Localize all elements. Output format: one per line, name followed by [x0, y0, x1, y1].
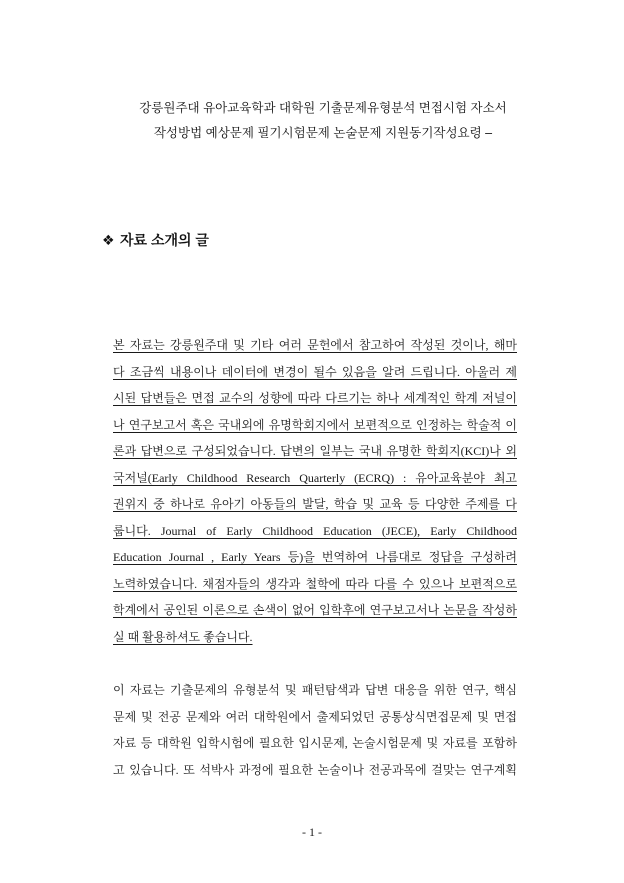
paragraph-line: 학계에서 공인된 이론으로 손색이 없어 입학후에 연구보고서나 논문을 작성하: [113, 603, 517, 617]
page-number: - 1 -: [302, 825, 322, 839]
paragraph-line: 권위지 중 하나로 유아기 아동들의 발달, 학습 및 교육 등 다양한 주제를 다: [113, 497, 517, 511]
paragraph-line: 룹니다. Journal of Early Childhood Education (JECE), Early Childhood: [113, 523, 517, 538]
title-line-2: 작성방법 예상문제 필기시험문제 논술문제 지원동기작성요령 –: [153, 126, 493, 140]
body-paragraph: [113, 677, 517, 783]
paragraph-line: 나 연구보고서 혹은 국내외에 유명학회지에서 보편적으로 인정하는 학술적 이: [113, 417, 517, 432]
paragraph-line: 고 있습니다. 또 석박사 과정에 필요한 논술이나 전공과목에 걸맞는 연구계획: [113, 762, 517, 777]
paragraph-line: 실 때 활용하셔도 좋습니다.: [113, 629, 253, 644]
intro-paragraph: [113, 332, 517, 650]
paragraph-line: 국저널(Early Childhood Research Quarterly (ECRQ) : 유아교육분야 최고: [113, 470, 517, 485]
document-title: [113, 96, 533, 146]
paragraph-line: 론과 답변으로 구성되었습니다. 답변의 일부는 국내 유명한 학회지(KCI)나 외: [113, 444, 517, 458]
paragraph-line: 본 자료는 강릉원주대 및 기타 여러 문헌에서 참고하여 작성된 것이나, 해마: [113, 338, 517, 352]
paragraph-line: 노력하였습니다. 채점자들의 생각과 철학에 따라 다를 수 있으나 보편적으로: [113, 576, 517, 591]
paragraph-line: 이 자료는 기출문제의 유형분석 및 패턴탐색과 답변 대응을 위한 연구, 핵심: [113, 683, 517, 697]
paragraph-line: 문제 및 전공 문제와 여러 대학원에서 출제되었던 공통상식면접문제 및 면접: [113, 709, 517, 724]
paragraph-line: 다 조금씩 내용이나 데이터에 변경이 될수 있음을 알려 드립니다. 아울러 제: [113, 364, 517, 379]
section-heading-text: 자료 소개의 글: [120, 232, 209, 248]
diamond-bullet-icon: ❖: [102, 232, 115, 248]
section-heading: [102, 230, 209, 250]
paragraph-line: Education Journal , Early Years 등)을 번역하여 나름대로 정답을 구성하려: [113, 550, 517, 564]
paragraph-line: 시된 답변들은 면접 교수의 성향에 따라 다르기는 하나 세계적인 학계 저널이: [113, 391, 517, 405]
paragraph-line: 자료 등 대학원 입학시험에 필요한 입시문제, 논술시험문제 및 자료를 포함하: [113, 736, 517, 750]
title-line-1: 강릉원주대 유아교육학과 대학원 기출문제유형분석 면접시험 자소서: [139, 101, 507, 115]
